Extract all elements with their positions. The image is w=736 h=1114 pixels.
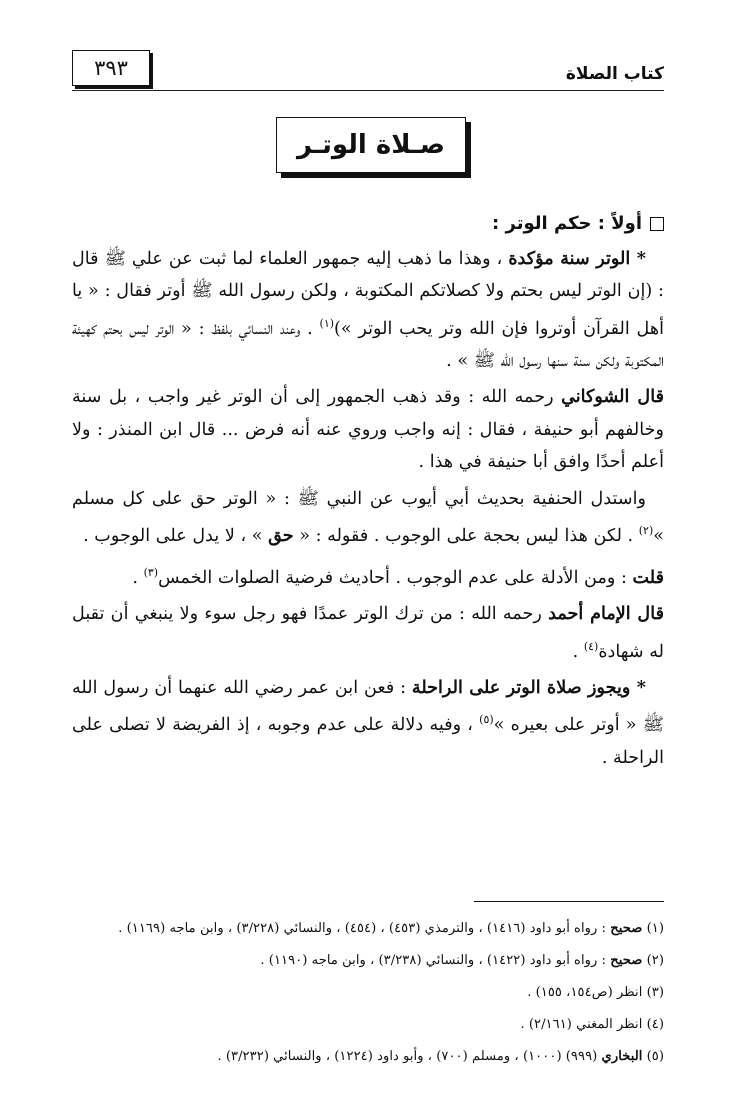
paragraph-text: . لكن هذا ليس بحجة على الوجوب . فقوله : « (293, 526, 639, 547)
footnote-ref: (٥) (479, 713, 494, 727)
paragraph-text: . (132, 567, 144, 588)
footnote-3 (72, 977, 664, 1009)
footnote-ref: (١) (319, 316, 335, 330)
checkbox-icon (650, 217, 664, 231)
footnote-text: انظر (ص١٥٤، ١٥٥) . (527, 985, 643, 1000)
paragraph-5 (72, 598, 664, 668)
footnote-ref: (٣) (143, 565, 159, 579)
book-title: كتاب الصلاة (565, 64, 664, 84)
footnote-number: (٣) (642, 985, 664, 1000)
footnote-1 (72, 913, 664, 945)
bold-term: ويجوز صلاة الوتر على الراحلة (411, 676, 631, 698)
subheading-label: أولاً : حكم الوتر : (492, 213, 642, 234)
paragraph-text: واستدل الحنفية بحديث أبي أيوب عن النبي ﷺ : « الوتر حق على كل مسلم » (72, 488, 664, 547)
paragraph-text: . (572, 641, 584, 662)
paragraph-6 (72, 672, 664, 774)
footnote-number: (٤) (642, 1017, 664, 1032)
bold-term: قال الشوكاني (561, 386, 664, 408)
paragraph-text: : ومن الأدلة على عدم الوجوب . أحاديث فرضية الصلوات الخمس (158, 567, 633, 588)
paragraph-text: ، وهذا ما ذهب إليه جمهور العلماء لما ثبت عن علي ﷺ قال : (إن الوتر ليس بحتم ولا كصلاتكم المكتوبة ، ولكن رسول الله ﷺ أوتر فقال : « يا أهل القرآن أوتروا فإن الله وتر يحب الوتر ») (72, 248, 664, 339)
footnote-number: (٥) (642, 1049, 664, 1064)
bold-term: الوتر سنة مؤكدة (508, 247, 631, 269)
footnotes (72, 913, 664, 1073)
footnote-ref: (٤) (583, 639, 599, 653)
footnote-grade: صحيح (610, 953, 643, 968)
star-marker: * (630, 676, 646, 698)
footnote-text: (٩٩٩) (١٠٠٠) ، ومسلم (٧٠٠) ، وأبو داود (١٢٢٤) ، والنسائي (٣/٢٣٢) . (217, 1049, 602, 1064)
page-number: ٣٩٣ (94, 56, 128, 80)
paragraph-1 (72, 243, 664, 378)
section-title-frame (270, 117, 466, 177)
paragraph-text: رحمه الله : وقد ذهب الجمهور إلى أن الوتر غير واجب ، بل سنة وخالفهم أبو حنيفة ، فقال : إنه واجب وروي عنه أنه فرض ... قال ابن المنذر : ولا أعلم أحدًا وافق أبا حنيفة في هذا . (72, 387, 664, 473)
paragraph-3 (72, 483, 664, 553)
paragraph-text: ، وفيه دلالة على عدم وجوبه ، إذ الفريضة لا تصلى على الراحلة . (72, 715, 664, 768)
footnote-2 (72, 945, 664, 977)
footnote-grade: صحيح (610, 921, 643, 936)
footnote-text: : رواه أبو داود (١٤٢٢) ، والنسائي (٣/٢٣٨) ، وابن ماجه (١١٩٠) . (260, 953, 611, 968)
footnote-5 (72, 1041, 664, 1073)
footnote-number: (١) (642, 921, 664, 936)
page-header (72, 50, 664, 91)
footnote-text: انظر المغني (٢/١٦١) . (520, 1017, 643, 1032)
bold-term: حق (268, 525, 294, 547)
footnote-divider (474, 901, 664, 902)
paragraph-4 (72, 557, 664, 594)
main-text (72, 208, 664, 778)
subheading (72, 208, 664, 241)
bold-term: قال الإمام أحمد (548, 603, 664, 625)
star-marker: * (630, 247, 646, 269)
footnote-text: : رواه أبو داود (١٤١٦) ، والترمذي (٤٥٣) ، (٤٥٤) ، والنسائي (٣/٢٢٨) ، وابن ماجه (١١٦٩) . (118, 921, 611, 936)
paragraph-text: رحمه الله : من ترك الوتر عمدًا فهو رجل سوء ولا ينبغي أن تقبل له شهادة (72, 604, 664, 662)
footnote-grade: البخاري (601, 1049, 643, 1064)
paragraph-text: » ، لا يدل على الوجوب . (83, 526, 269, 547)
footnote-4 (72, 1009, 664, 1041)
section-title: صـلاة الوتـر (276, 117, 466, 173)
paragraph-2 (72, 381, 664, 479)
paragraph-text: : فعن ابن عمر رضي الله عنهما أن رسول الله ﷺ « أوتر على بعيره » (72, 677, 664, 736)
page-number-box (72, 50, 150, 86)
footnote-number: (٢) (642, 953, 664, 968)
paragraph-text: . وعند النسائي بلفظ : « الوتر ليس بحتم كهيئة المكتوبة ولكن سنة سنها رسول الله ﷺ » . (72, 318, 664, 371)
footnote-ref: (٢) (638, 524, 654, 538)
bold-term: قلت (632, 566, 664, 588)
